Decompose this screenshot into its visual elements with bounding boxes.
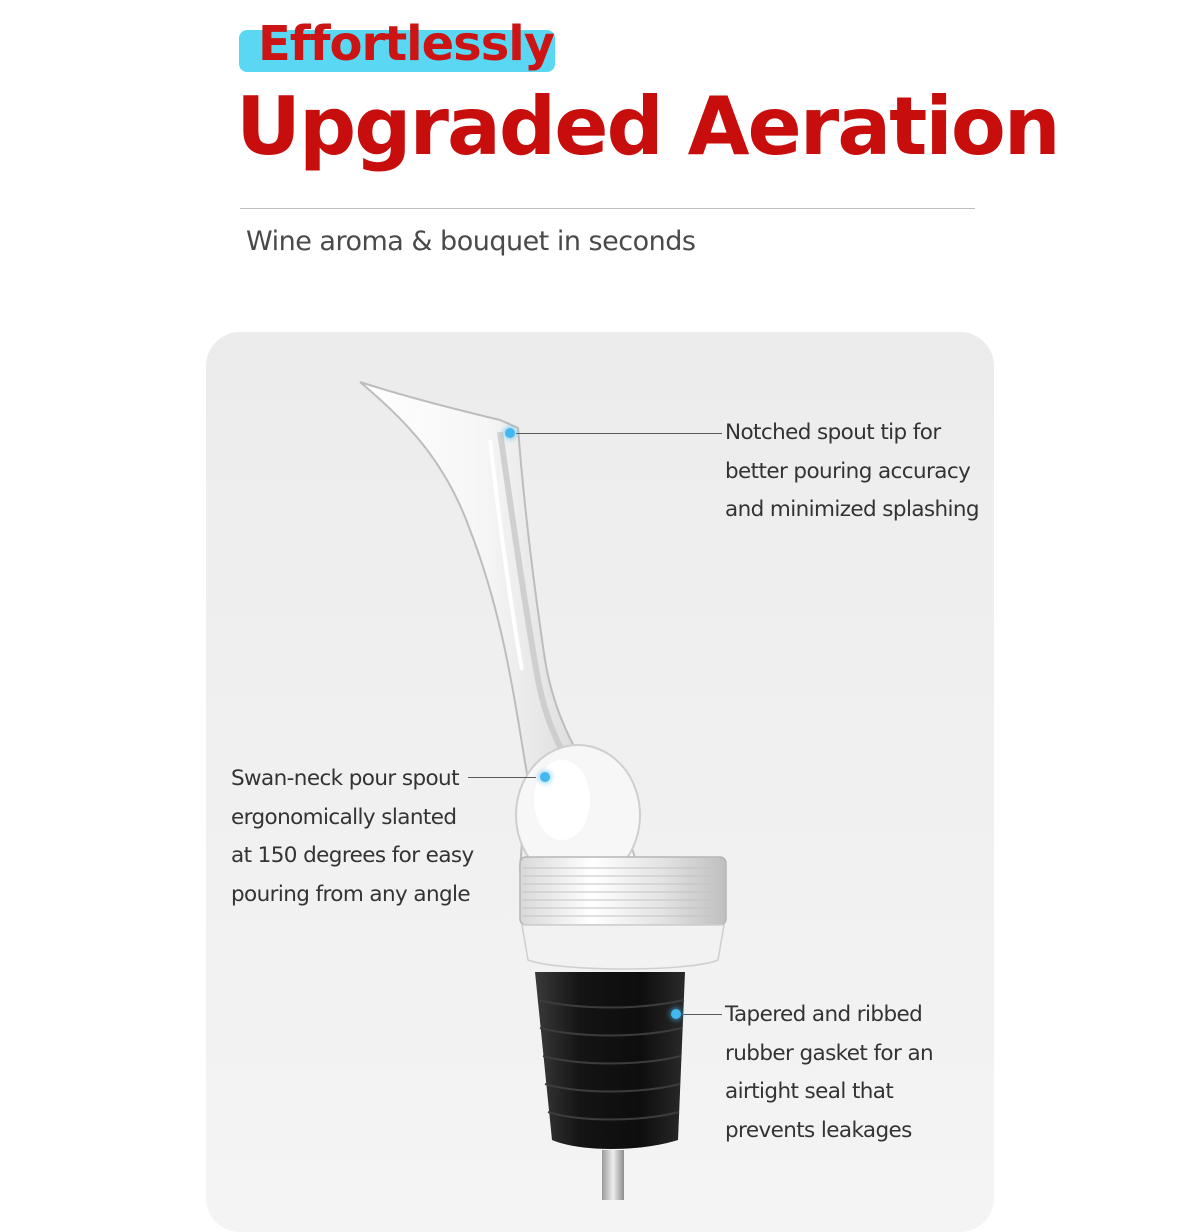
callout-line: and minimized splashing xyxy=(725,497,979,522)
callout-line: ergonomically slanted xyxy=(231,804,457,830)
callout-line: pouring from any angle xyxy=(231,881,471,907)
spout-tip-marker xyxy=(505,428,515,438)
callout-spout-tip xyxy=(725,414,979,530)
page-title: Upgraded Aeration xyxy=(236,80,1059,173)
callout-gasket xyxy=(725,996,933,1150)
spout-tip-leader-line xyxy=(516,433,722,434)
title-divider xyxy=(240,208,975,209)
callout-line: Notched spout tip for xyxy=(725,420,941,445)
swan-neck-marker xyxy=(540,772,550,782)
callout-swan-neck xyxy=(231,760,474,914)
callout-line: Swan-neck pour spout xyxy=(231,766,459,791)
callout-line: Tapered and ribbed xyxy=(725,1002,923,1027)
swan-neck-leader-line xyxy=(468,777,536,778)
callout-line: airtight seal that xyxy=(725,1079,894,1104)
gasket-marker xyxy=(671,1009,681,1019)
callout-line: prevents leakages xyxy=(725,1117,912,1143)
callout-line: rubber gasket for an xyxy=(725,1040,934,1066)
callout-line: at 150 degrees for easy xyxy=(231,843,474,868)
gasket-leader-line xyxy=(682,1014,722,1015)
callout-line: better pouring accuracy xyxy=(725,458,971,484)
badge-text: Effortlessly xyxy=(258,16,555,72)
subtitle: Wine aroma & bouquet in seconds xyxy=(246,226,696,257)
